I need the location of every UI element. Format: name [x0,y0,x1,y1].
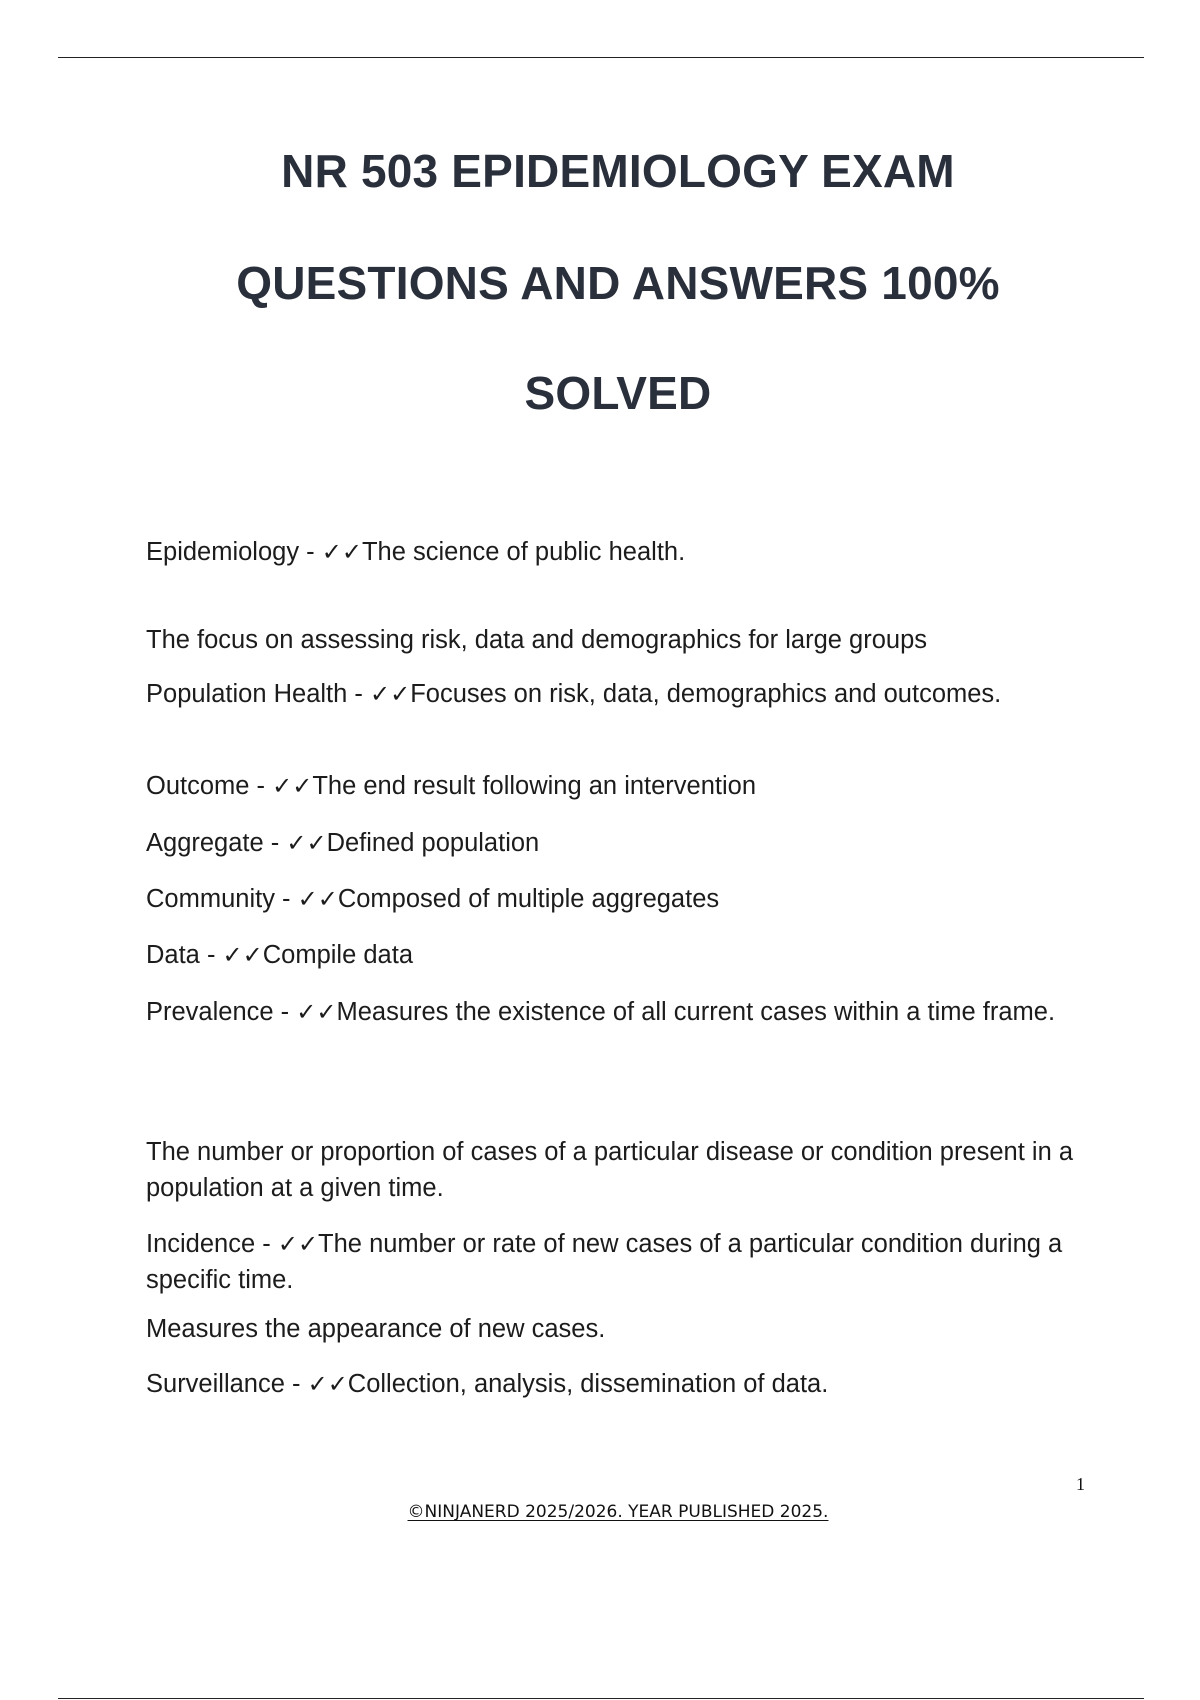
header-rule [58,57,1144,58]
entry-prevalence [146,994,1076,1030]
double-check-icon: ✓✓ [369,680,411,708]
entry-term: Aggregate - [146,829,287,857]
document-title-line-3: SOLVED [524,367,712,419]
entry-definition: The number or rate of new cases of a particular condition during a specific time. [146,1230,1063,1294]
double-check-icon: ✓✓ [297,885,338,913]
entry-term: Prevalence - [146,998,297,1026]
entry-definition: The end result following an intervention [312,772,757,800]
document-title-line-2: QUESTIONS AND ANSWERS 100% [236,257,1000,309]
page-number: 1 [1076,1474,1085,1494]
entry-term: Incidence - [146,1230,278,1258]
entry-surveillance [146,1366,1076,1402]
double-check-icon: ✓✓ [307,1370,348,1398]
entry-term: Population Health - [146,680,370,708]
double-check-icon: ✓✓ [296,998,337,1026]
entry-definition: Collection, analysis, dissemination of data. [347,1370,829,1398]
paragraph-focus: The focus on assessing risk, data and demographics for large groups [146,626,928,654]
entry-outcome [146,768,1076,804]
paragraph-incidence-measure: Measures the appearance of new cases. [146,1315,606,1343]
entry-definition: Compile data [262,941,413,969]
entry-aggregate [146,825,1076,861]
double-check-icon: ✓✓ [286,829,327,857]
entry-community [146,881,1076,917]
double-check-icon: ✓✓ [222,941,263,969]
entry-term: Data - [146,941,223,969]
document-title-line-1: NR 503 EPIDEMIOLOGY EXAM [281,145,955,197]
entry-definition: Focuses on risk, data, demographics and outcomes. [410,680,1002,708]
entry-definition: Composed of multiple aggregates [337,885,720,913]
double-check-icon: ✓✓ [321,538,362,566]
double-check-icon: ✓✓ [277,1230,319,1258]
double-check-icon: ✓✓ [272,772,313,800]
entry-population-health [146,676,1076,712]
entry-data [146,937,1076,973]
paragraph-prevalence-description: The number or proportion of cases of a particular disease or condition present in a population at a given time. [146,1138,1074,1202]
entry-definition: The science of public health. [361,538,686,566]
entry-term: Epidemiology - [146,538,322,566]
footer-rule [58,1698,1144,1699]
entry-epidemiology [146,534,1076,570]
entry-term: Community - [146,885,298,913]
entry-term: Outcome - [146,772,273,800]
entry-term: Surveillance - [146,1370,308,1398]
entry-definition: Defined population [326,829,540,857]
entry-incidence [146,1226,1076,1298]
entry-definition: Measures the existence of all current cases within a time frame. [336,998,1056,1026]
copyright-footer: ©NINJANERD 2025/2026. YEAR PUBLISHED 2025. [407,1502,829,1522]
